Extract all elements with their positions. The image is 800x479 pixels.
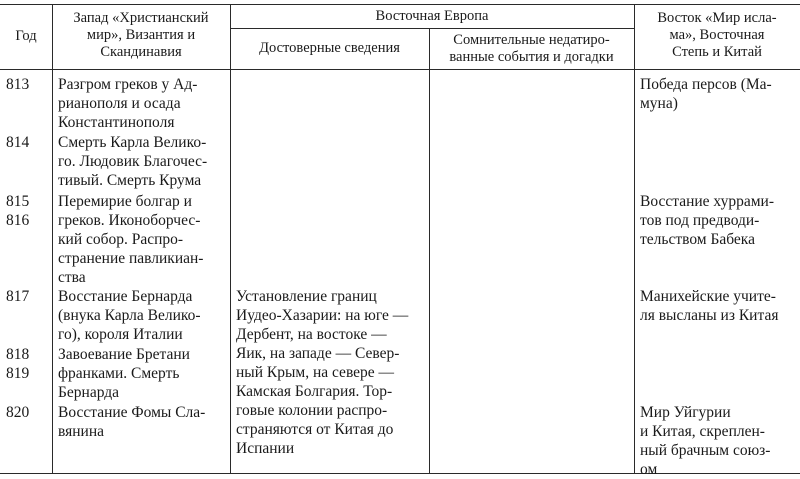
header-east: Восток «Мир исла- ма», Восточная Степь и Китай bbox=[657, 10, 777, 60]
header-east-europe: Восточная Европа bbox=[375, 8, 489, 24]
row-817-year: 817 bbox=[6, 288, 30, 305]
header-reliable: Достоверные сведения bbox=[259, 40, 400, 56]
row-817-east: Манихейские учите- ля высланы из Китая bbox=[640, 288, 779, 324]
row-820-west: Восстание Фомы Сла- вянина bbox=[58, 404, 206, 440]
row-817-reliable: Установление границ Иудео-Хазарии: на юге — Дербент, на востоке — Яик, на западе — Север- ный Крым, на севере — Камская Болгария. Тор- говые колонии распро- страняются от Китая до Испании bbox=[236, 288, 409, 457]
row-813-east: Победа персов (Ма- муна) bbox=[640, 76, 772, 112]
row-818-819-west: Завоевание Бретани франками. Смерть Бернарда bbox=[58, 346, 190, 401]
rule-subheader bbox=[230, 28, 634, 29]
row-814-west: Смерть Карла Велико- го. Людовик Благочес- тивый. Смерть Крума bbox=[58, 134, 208, 189]
row-813-west: Разгром греков у Ад- рианополя и осада Константинополя bbox=[58, 76, 198, 131]
col-divider-3 bbox=[429, 28, 430, 474]
header-doubtful: Сомнительные недатиро- ванные события и догадки bbox=[449, 32, 614, 65]
rule-top bbox=[0, 4, 800, 5]
row-814-year: 814 bbox=[6, 134, 30, 151]
header-year: Год bbox=[15, 28, 37, 44]
row-818-819-year: 818 819 bbox=[6, 346, 30, 382]
row-820-year: 820 bbox=[6, 404, 30, 421]
header-west: Запад «Христианский мир», Византия и Скандинавия bbox=[73, 10, 209, 60]
row-815-816-year: 815 816 bbox=[6, 193, 30, 229]
row-820-east: Мир Уйгурии и Китая, скреплен- ный брачным союз- ом bbox=[640, 404, 771, 478]
row-817-west: Восстание Бернарда (внука Карла Велико- го), короля Италии bbox=[58, 288, 201, 343]
col-divider-2 bbox=[230, 4, 231, 474]
row-813-year: 813 bbox=[6, 76, 30, 93]
row-815-816-east: Восстание хуррами- тов под предводи- тельством Бабека bbox=[640, 193, 774, 248]
row-815-816-west: Перемирие болгар и греков. Иконоборчес- кий собор. Распро- странение павликиан- ства bbox=[58, 193, 204, 286]
col-divider-4 bbox=[634, 4, 635, 474]
rule-header-bottom bbox=[0, 69, 800, 70]
col-divider-1 bbox=[52, 4, 53, 474]
